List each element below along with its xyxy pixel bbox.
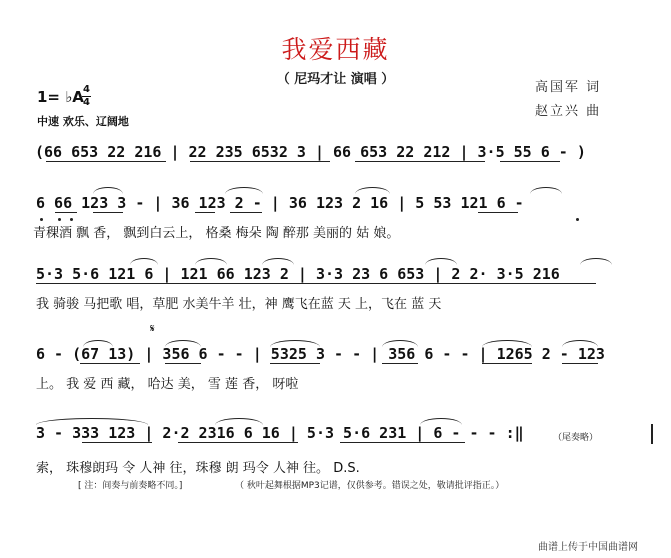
tempo-marking: 中速 欢乐、辽阔地 bbox=[37, 115, 129, 128]
underline bbox=[382, 363, 418, 364]
transcriber-note: （ 秋叶起舞根据MP3记谱，仅供参考。错误之处，敬请批评指正。） bbox=[235, 481, 505, 491]
score-line-2-lyrics: 青稞酒 飘 香， 飘到白云上， 格桑 梅朵 陶 醉那 美丽的 姑 娘。 bbox=[33, 226, 400, 241]
underline bbox=[55, 212, 77, 213]
lyricist-credit: 高国军 词 bbox=[535, 80, 602, 95]
score-line-3-lyrics: 我 骑骏 马把歌 唱，草肥 水美牛羊 壮，神 鹰飞在蓝 天 上，飞在 蓝 天 bbox=[36, 297, 442, 312]
underline bbox=[478, 212, 518, 213]
slur-arc bbox=[130, 258, 158, 265]
score-line-4-notes: 6 - (67 13) | 356 6 - - | 5325 3 - - | 356 6 - - | 1265 2 - 123 bbox=[36, 345, 605, 363]
slur-arc bbox=[225, 187, 263, 194]
low-octave-dot bbox=[40, 218, 43, 221]
low-octave-dot bbox=[576, 218, 579, 221]
performer-line: （ 尼玛才让 演唱 ） bbox=[276, 72, 395, 87]
low-octave-dot bbox=[70, 218, 73, 221]
underline bbox=[178, 442, 298, 443]
score-line-5-lyrics: 索， 珠穆朗玛 令 人神 往，珠穆 朗 玛令 人神 往。 D.S. bbox=[36, 461, 360, 476]
score-line-2-notes: 6 66 123 3 - | 36 123 2 - | 36 123 2 16 | 5 53 121 6 - bbox=[36, 194, 524, 212]
site-watermark: 曲谱上传于中国曲谱网 bbox=[538, 542, 638, 553]
score-line-4-lyrics: 上。 我 爱 西 藏， 哈达 美， 雪 莲 香， 呀啦 bbox=[36, 377, 299, 392]
slur-arc bbox=[262, 258, 294, 265]
underline bbox=[46, 161, 166, 162]
underline bbox=[340, 442, 465, 443]
score-line-3-notes: 5·3 5·6 121 6 | 121 66 123 2 | 3·3 23 6 653 | 2 2· 3·5 216 bbox=[36, 265, 560, 283]
segno-sign: 𝄋 bbox=[150, 322, 155, 335]
score-line-1-notes: (66 653 22 216 | 22 235 6532 3 | 66 653 22 212 | 3·5 55 6 - ) bbox=[35, 143, 586, 161]
underline bbox=[355, 161, 485, 162]
slur-arc bbox=[530, 187, 562, 194]
slur-arc bbox=[425, 258, 457, 265]
time-signature-bottom: 4 bbox=[83, 97, 90, 108]
slur-arc bbox=[580, 258, 612, 265]
key-signature: 1= ♭A bbox=[37, 88, 84, 106]
slur-arc bbox=[195, 258, 227, 265]
time-signature bbox=[82, 85, 91, 108]
underline bbox=[93, 212, 123, 213]
underline bbox=[562, 363, 598, 364]
composer-credit: 赵立兴 曲 bbox=[535, 104, 602, 119]
interlude-note: [ 注：间奏与前奏略不同。] bbox=[78, 481, 183, 491]
song-title: 我爱西藏 bbox=[281, 35, 390, 64]
underline bbox=[500, 161, 560, 162]
outro-omitted-note: （尾奏略） bbox=[553, 433, 599, 443]
slur-arc bbox=[93, 187, 123, 194]
underline bbox=[190, 161, 330, 162]
score-line-5-notes: 3 - 333 123 | 2·2 2316 6 16 | 5·3 5·6 231 | 6 - - - :‖ bbox=[36, 424, 524, 442]
underline bbox=[36, 283, 596, 284]
underline bbox=[165, 363, 201, 364]
underline bbox=[195, 212, 215, 213]
underline bbox=[270, 363, 320, 364]
underline bbox=[230, 212, 262, 213]
low-octave-dot bbox=[58, 218, 61, 221]
underline bbox=[82, 442, 152, 443]
time-signature-top: 4 bbox=[83, 84, 90, 95]
slur-arc bbox=[355, 187, 390, 194]
underline bbox=[482, 363, 532, 364]
final-barline bbox=[651, 424, 653, 444]
underline bbox=[80, 363, 140, 364]
